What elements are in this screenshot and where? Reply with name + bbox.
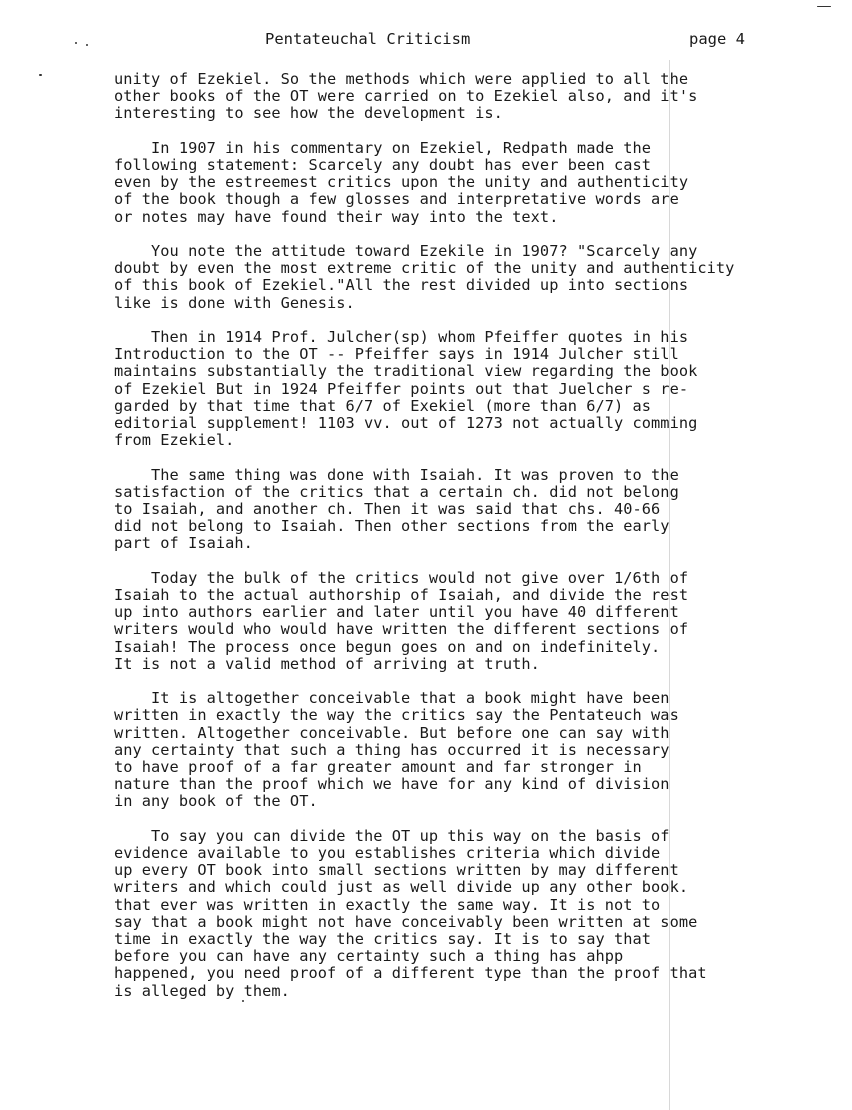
paragraph: In 1907 in his commentary on Ezekiel, Redpath made the following statement: Scarcely any doubt has ever been cast even by the estreemest critics upon the unity and authenticity of the book though a few glosses and interpretative words are or notes may have found their way into the text.	[114, 138, 689, 226]
scan-speck	[817, 6, 831, 7]
paragraph: Then in 1914 Prof. Julcher(sp) whom Pfeiffer quotes in his Introduction to the OT -- Pfeiffer says in 1914 Julcher still maintains substantially the traditional view regarding the book of Ezekiel But in 1924 Pfeiffer points out that Juelcher s re- garded by that time that 6/7 of Exekiel (more than 6/7) as editorial supplement! 1103 vv. out of 1273 not actually comming from Ezekiel.	[114, 328, 698, 450]
paragraph: You note the attitude toward Ezekile in 1907? "Scarcely any doubt by even the most extreme critic of the unity and authenticity of this book of Ezekiel."All the rest divided up into sections like is done with Genesis.	[114, 242, 735, 312]
scan-speck	[39, 74, 42, 76]
scan-speck	[75, 42, 77, 44]
scan-speck	[86, 44, 88, 46]
page-number: page 4	[689, 30, 745, 48]
document-body	[114, 71, 844, 1017]
paragraph: To say you can divide the OT up this way on the basis of evidence available to you establishes criteria which divide up every OT book into small sections written by may different writers and which could just as well divide up any other book. that ever was written in exactly the same way. It is not to say that a book might not have conceivably been written at some time in exactly the way the critics say. It is to say that before you can have any certainty such a thing has ahpp happened, you need proof of a different type than the proof that is alleged by them.	[114, 826, 707, 1000]
paragraph: unity of Ezekiel. So the methods which were applied to all the other books of the OT were carried on to Ezekiel also, and it's interesting to see how the development is.	[114, 70, 698, 123]
paragraph: Today the bulk of the critics would not give over 1/6th of Isaiah to the actual authorship of Isaiah, and divide the rest up into authors earlier and later until you have 40 different writers would who would have written the different sections of Isaiah! The process once begun goes on and on indefinitely. It is not a valid method of arriving at truth.	[114, 568, 689, 673]
page-title: Pentateuchal Criticism	[265, 30, 471, 48]
paragraph: The same thing was done with Isaiah. It was proven to the satisfaction of the critics that a certain ch. did not belong to Isaiah, and another ch. Then it was said that chs. 40-66 did not belong to Isaiah. Then other sections from the early part of Isaiah.	[114, 465, 679, 553]
paragraph: It is altogether conceivable that a book might have been written in exactly the way the critics say the Pentateuch was written. Altogether conceivable. But before one can say with any certainty that such a thing has occurred it is necessary to have proof of a far greater amount and far stronger in nature than the proof which we have for any kind of division in any book of the OT.	[114, 689, 679, 811]
